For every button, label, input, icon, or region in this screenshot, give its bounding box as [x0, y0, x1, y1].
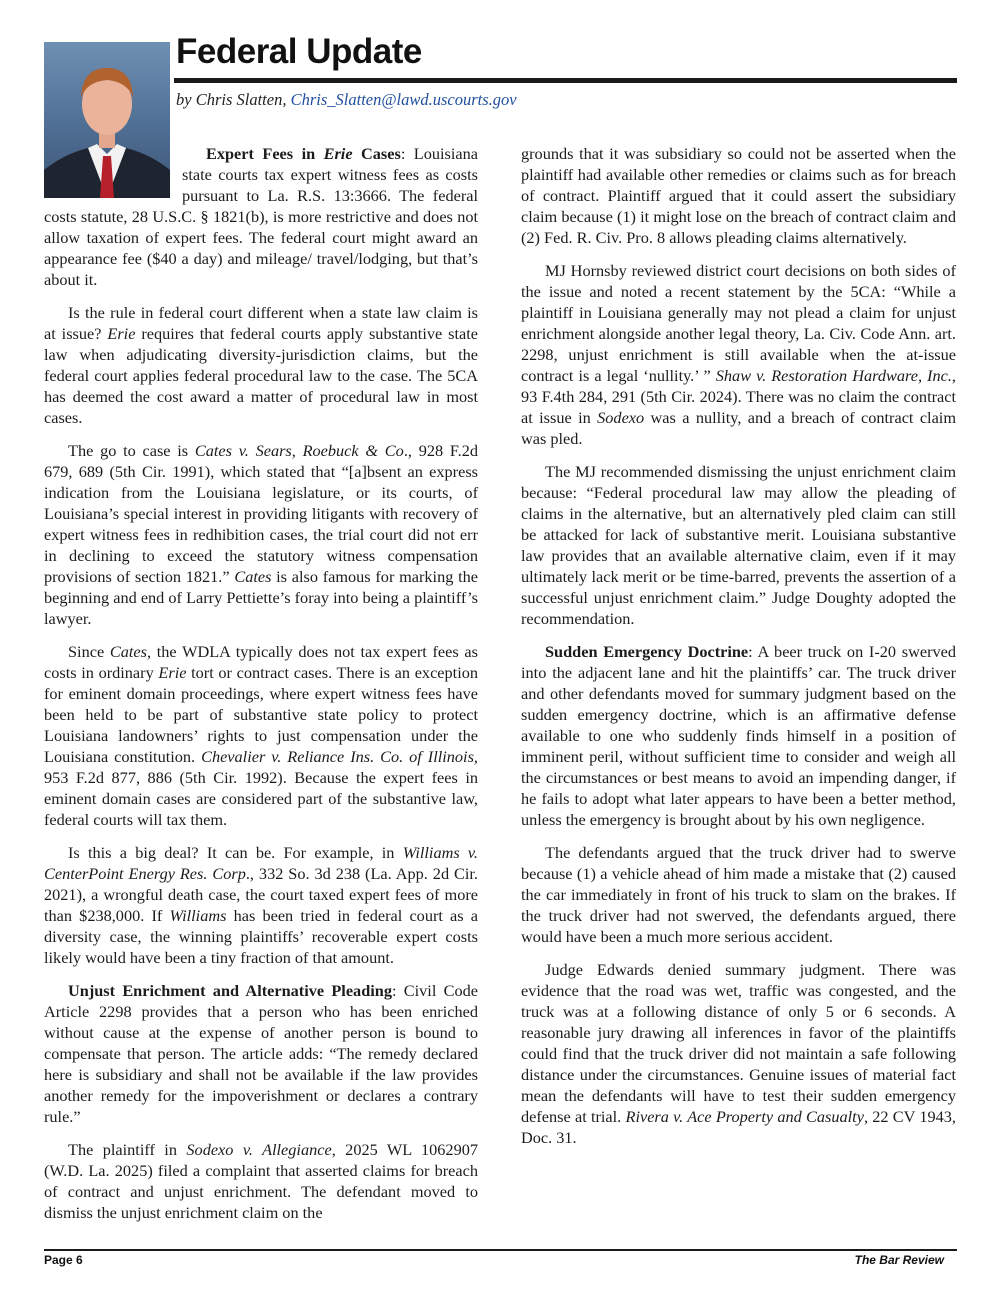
title-divider: [174, 78, 957, 83]
paragraph: The defendants argued that the truck driver had to swerve because (1) a vehicle ahead of him made a mistake that (2) caused the car immediately in front of his truck to slam on the brakes. If the truck driver had not swerved, the defendants argued, there would have been a much more serious accident.: [521, 843, 956, 946]
page-title: Federal Update: [176, 32, 422, 71]
paragraph: The plaintiff in Sodexo v. Allegiance, 2025 WL 1062907 (W.D. La. 2025) filed a complaint that asserted claims for breach of contract and unjust enrichment. The defendant moved to dismiss the unjust enrichment claim on the: [44, 1140, 478, 1222]
paragraph-continued: grounds that it was subsidiary so could not be asserted when the plaintiff had available other remedies or claims such as for breach of contract. Plaintiff argued that it could assert the subsidiary claim because (1) it might lose on the breach of contract claim and (2) Fed. R. Civ. Pro. 8 allows pleading claims alternatively.: [521, 144, 956, 247]
paragraph-expert-fees: Expert Fees in Erie Cases: Louisiana state courts tax expert witness fees as costs pursuant to La. R.S. 13:3666. The federal costs statute, 28 U.S.C. § 1821(b), is more restrictive and does not allow taxation of expert fees. The federal court might award an appearance fee ($40 a day) and mileage/ travel/lodging, but that’s about it.: [44, 144, 479, 289]
paragraph: The MJ recommended dismissing the unjust enrichment claim because: “Federal procedural law may allow the pleading of claims in the alternative, but an alternatively pled claim can still be attacked for lack of substantive merit. Louisiana substantive law provides that an available alternative claim, even if it may ultimately lack merit or be time-barred, prevents the assertion of a successful unjust enrichment claim.” Judge Doughty adopted the recommendation.: [521, 462, 956, 628]
paragraph: Is the rule in federal court different when a state law claim is at issue? Erie requires that federal courts apply substantive state law when adjudicating diversity-jurisdiction claims, but the federal court applies federal procedural law to the case. The 5CA has deemed the cost award a matter of procedural law in most cases.: [44, 303, 478, 427]
publication-name: The Bar Review: [854, 1253, 944, 1267]
paragraph: Since Cates, the WDLA typically does not tax expert fees as costs in ordinary Erie tort or contract cases. There is an exception for eminent domain proceedings, where expert witness fees have been held to be part of substantive state policy to protect Louisiana landowners’ rights to just compensation under the Louisiana constitution. Chevalier v. Reliance Ins. Co. of Illinois, 953 F.2d 877, 886 (5th Cir. 1992). Because the expert fees in eminent domain cases are considered part of the substantive law, federal courts will tax them.: [44, 642, 478, 829]
paragraph-sudden-emergency: Sudden Emergency Doctrine: A beer truck on I-20 swerved into the adjacent lane and hit the plaintiffs’ car. The truck driver and other defendants moved for summary judgment based on the sudden emergency doctrine, which is an affirmative defense available to one who suddenly finds himself in a position of imminent peril, without sufficient time to consider and weigh all the circumstances or best means to avoid an impending danger, if he fails to adopt what later appears to have been a better method, unless the emergency is brought about by his own negligence.: [521, 642, 956, 829]
right-column: [521, 143, 956, 1160]
left-column: [44, 143, 478, 1235]
paragraph: Judge Edwards denied summary judgment. There was evidence that the road was wet, traffic was congested, and the truck was at a following distance of only 5 or 6 seconds. A reasonable jury drawing all inferences in favor of the plaintiffs could find that the truck driver did not maintain a safe following distance under the circumstances. Genuine issues of material fact mean the defendants will have to test their sudden emergency defense at trial. Rivera v. Ace Property and Casualty, 22 CV 1943, Doc. 31.: [521, 960, 956, 1147]
section-heading-sudden-emergency: Sudden Emergency Doctrine: [545, 642, 749, 661]
paragraph: MJ Hornsby reviewed district court decisions on both sides of the issue and noted a recent statement by the 5CA: “While a plaintiff in Louisiana generally may not plead a claim for unjust enrichment alongside another legal theory, La. Civ. Code Ann. art. 2298, unjust enrichment is still available when the at-issue contract is a legal ‘nullity.’ ” Shaw v. Restoration Hardware, Inc., 93 F.4th 284, 291 (5th Cir. 2024). There was no claim the contract at issue in Sodexo was a nullity, and a breach of contract claim was pled.: [521, 261, 956, 448]
paragraph: The go to case is Cates v. Sears, Roebuck & Co., 928 F.2d 679, 689 (5th Cir. 1991), which stated that “[a]bsent an express indication from the Louisiana legislature, or its courts, of Louisiana’s special interest in providing litigants with recovery of expert witness fees in redhibition cases, the trial court did not err in declining to exceed the statutory witness compensation provisions of section 1821.” Cates is also famous for marking the beginning and end of Larry Pettiette’s foray into being a plaintiff’s lawyer.: [44, 441, 478, 628]
byline: [176, 90, 517, 110]
footer-divider: [44, 1249, 957, 1251]
author-email-link[interactable]: Chris_Slatten@lawd.uscourts.gov: [290, 90, 517, 109]
section-heading-unjust-enrichment: Unjust Enrichment and Alternative Pleading: [68, 981, 392, 1000]
section-heading-expert-fees: Expert Fees in Erie Cases: [206, 144, 401, 163]
paragraph-unjust-enrichment: Unjust Enrichment and Alternative Pleading: Civil Code Article 2298 provides that a person who has been enriched without cause at the expense of another person is bound to compensate that person. The article adds: “The remedy declared here is subsidiary and shall not be available if the law provides another remedy for the impoverishment or declares a contrary rule.”: [44, 981, 478, 1126]
page-number: Page 6: [44, 1253, 83, 1267]
paragraph: Is this a big deal? It can be. For example, in Williams v. CenterPoint Energy Res. Corp., 332 So. 3d 238 (La. App. 2d Cir. 2021), a wrongful death case, the court taxed expert fees of more than $238,000. If Williams has been tried in federal court as a diversity case, the winning plaintiffs’ recoverable expert costs likely would have been a tiny fraction of that amount.: [44, 843, 478, 967]
byline-author: by Chris Slatten,: [176, 90, 291, 109]
photo-wrap-space: [44, 143, 182, 206]
